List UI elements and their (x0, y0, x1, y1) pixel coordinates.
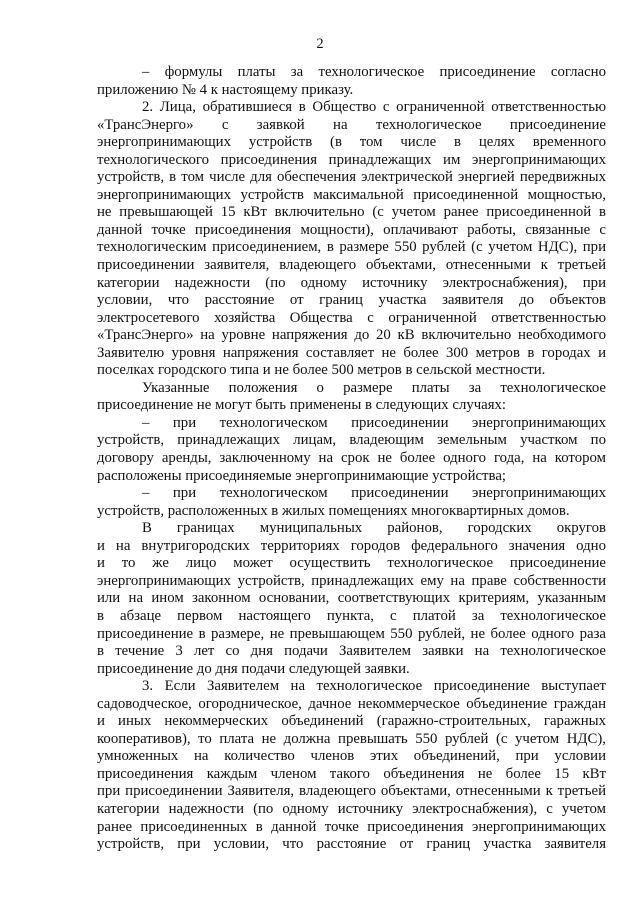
text-line: устройств, расположенных в жилых помещениях многоквартирных домов. (97, 502, 570, 519)
text-line: технологическим присоединением, в размере 550 рублей (с учетом НДС), при (97, 239, 606, 256)
text-line: 3. Если Заявителем на технологическое присоединение выступает (142, 678, 606, 695)
text-line: – формулы платы за технологическое присоединение согласно (142, 64, 606, 80)
text-line: категории надежности (по одному источнику электроснабжения), при (97, 274, 606, 291)
text-line: в течение 3 лет со дня подачи Заявителем заявки на технологическое (97, 643, 606, 660)
text-line: Указанные положения о размере платы за технологическое (142, 379, 606, 396)
text-line: присоединение не могут быть применены в следующих случаях: (97, 397, 507, 414)
text-line: договору аренды, заключенному на срок не более одного года, на котором (97, 450, 606, 467)
text-line: категории надежности (по одному источнику электроснабжения), с учетом (97, 800, 606, 817)
text-line: В границах муниципальных районов, городских округов (142, 520, 606, 537)
text-line: «ТрансЭнерго» с заявкой на технологическое присоединение (97, 116, 606, 133)
text-line: приложению № 4 к настоящему приказу. (97, 81, 354, 98)
text-line: и иных некоммерческих объединений (гаражно-строительных, гаражных (97, 713, 606, 730)
text-line: – при технологическом присоединении энергопринимающих (142, 485, 606, 502)
text-line: 2. Лица, обратившиеся в Общество с ограниченной ответственностью (142, 99, 606, 116)
text-line: энергопринимающих устройств максимальной присоединенной мощностью, (97, 186, 606, 203)
text-line: или на ином законном основании, соответствующих критериям, указанным (97, 590, 606, 607)
text-line: условии, что расстояние от границ участка заявителя до объектов (97, 292, 606, 309)
text-line: технологического присоединения принадлежащих им энергопринимающих (97, 151, 606, 168)
text-line: энергопринимающих устройств, принадлежащих ему на праве собственности (97, 572, 606, 589)
text-line: при присоединении Заявителя, владеющего объектами, отнесенными к третьей (97, 783, 606, 800)
text-line: расположены присоединяемые энергопринимающие устройства; (97, 467, 506, 484)
text-line: не превышающей 15 кВт включительно (с учетом ранее присоединенной в (97, 204, 606, 221)
text-line: «ТрансЭнерго» на уровне напряжения до 20 кВ включительно необходимого (97, 327, 606, 344)
text-line: присоединение в размере, не превышающем 550 рублей, не более одного раза (97, 625, 606, 642)
text-line: Заявителю уровня напряжения составляет не более 300 метров в городах и (97, 344, 606, 361)
text-line: поселках городского типа и не более 500 метров в сельской местности. (97, 362, 546, 379)
text-line: и то же лицо может осуществить технологическое присоединение (97, 555, 606, 572)
text-line: устройств, принадлежащих лицам, владеющим земельным участком по (97, 432, 606, 449)
text-line: присоединения каждым членом такого объединения не более 15 кВт (97, 765, 606, 782)
page-number: 2 (316, 36, 324, 52)
text-line: присоединение до дня подачи следующей заявки. (97, 660, 410, 677)
text-line: – при технологическом присоединении энергопринимающих (142, 414, 606, 431)
text-line: садоводческое, огородническое, дачное некоммерческое объединение граждан (97, 695, 606, 712)
text-line: устройств, при условии, что расстояние от границ участка заявителя (97, 836, 606, 853)
document-body (97, 64, 606, 854)
text-line: электросетевого хозяйства Общества с ограниченной ответственностью (97, 309, 606, 326)
text-line: умноженных на количество членов этих объединений, при условии (97, 748, 606, 765)
text-line: в абзаце первом настоящего пункта, с платой за технологическое (97, 607, 606, 624)
text-line: и на внутригородских территориях городов федерального значения одно (97, 537, 606, 554)
text-line: данной точке присоединения мощности), оплачивают работы, связанные с (97, 221, 606, 238)
text-line: энергопринимающих устройств (в том числе в целях временного (97, 134, 606, 151)
text-line: кооперативов), то плата не должна превышать 550 рублей (с учетом НДС), (97, 730, 606, 747)
text-line: присоединении заявителя, владеющего объектами, отнесенными к третьей (97, 257, 606, 274)
text-line: устройств, в том числе для обеспечения электрической энергией передвижных (97, 169, 606, 186)
text-line: ранее присоединенных в данной точке присоединения энергопринимающих (97, 818, 606, 835)
